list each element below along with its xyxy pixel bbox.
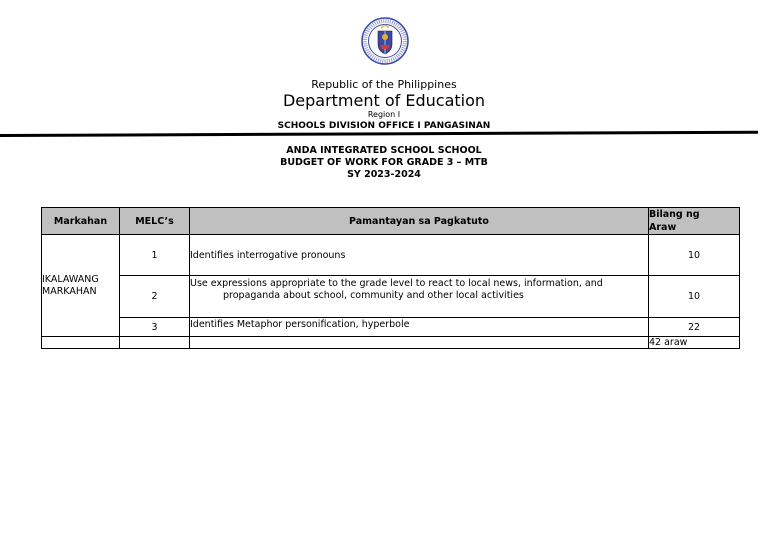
competency-text: Identifies Metaphor personification, hyperbole [190, 318, 649, 337]
empty-cell [120, 337, 190, 349]
header-divider [0, 131, 758, 137]
days-value: 22 [649, 318, 740, 337]
region-label: Region I [367, 110, 401, 119]
empty-cell [42, 337, 120, 349]
school-year: SY 2023-2024 [347, 169, 421, 180]
table-row [42, 235, 740, 276]
quarter-line2: MARKAHAN [42, 285, 97, 297]
melc-number: 2 [120, 276, 190, 318]
days-value: 10 [649, 276, 740, 318]
header-bilang [649, 208, 740, 235]
republic-label: Republic of the Philippines [311, 78, 457, 91]
melc-number: 3 [120, 318, 190, 337]
empty-cell [190, 337, 649, 349]
days-value: 10 [649, 235, 740, 276]
total-days: 42 araw [649, 337, 740, 349]
budget-of-work-table [41, 207, 740, 349]
deped-seal-icon [361, 17, 409, 65]
melc-number: 1 [120, 235, 190, 276]
quarter-line1: IKALAWANG [42, 273, 99, 285]
table-header-row [42, 208, 740, 235]
quarter-cell [42, 235, 120, 337]
competency-text [190, 276, 649, 318]
department-title: Department of Education [282, 91, 486, 110]
header-pamantayan: Pamantayan sa Pagkatuto [190, 208, 649, 235]
competency-text: Identifies interrogative pronouns [190, 235, 649, 276]
header-bilang-line1: Bilang ng [649, 209, 700, 220]
competency-line2: propaganda about school, community and other local activities [223, 289, 524, 301]
document-title: BUDGET OF WORK FOR GRADE 3 – MTB [280, 157, 488, 168]
competency-line1: Use expressions appropriate to the grade level to react to local news, information, and [190, 278, 603, 289]
header-bilang-line2: Araw [649, 222, 677, 233]
school-name: ANDA INTEGRATED SCHOOL SCHOOL [286, 145, 482, 156]
table-row [42, 276, 740, 318]
table-row [42, 318, 740, 337]
header-melc: MELC’s [120, 208, 190, 235]
total-row [42, 337, 740, 349]
division-label: SCHOOLS DIVISION OFFICE I PANGASINAN [277, 121, 491, 131]
header-markahan: Markahan [42, 208, 120, 235]
